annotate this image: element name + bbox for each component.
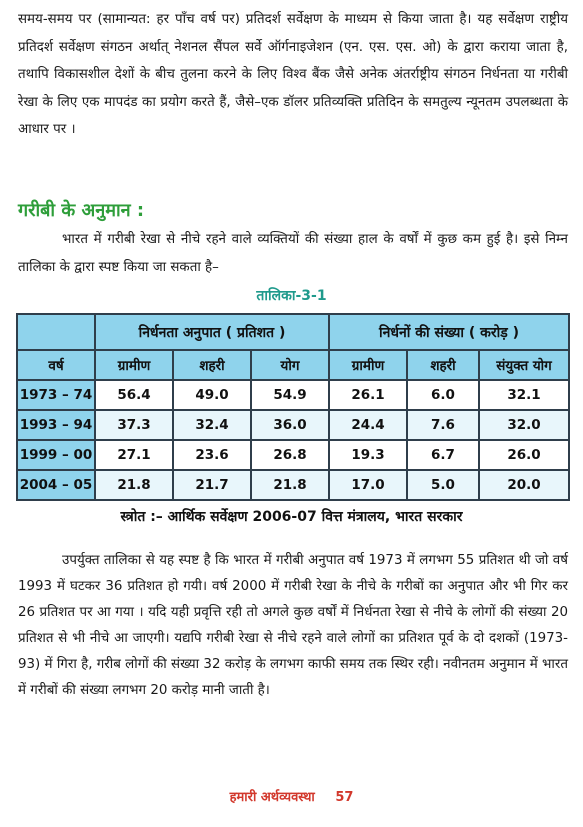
table-row — [17, 470, 569, 500]
analysis-paragraph: उपर्युक्त तालिका से यह स्पष्ट है कि भारत में गरीबी अनुपात वर्ष 1973 में लगभग 55 प्रतिशत थी जो वर्ष 1993 में घटकर 36 प्रतिशत हो गयी। वर्ष 2000 में गरीबी रेखा के नीचे के गरीबों का अनुपात और भी गिर कर 26 प्रतिशत पर आ गया । यदि यही प्रवृत्ति रही तो अगले कुछ वर्षों में निर्धनता रेखा से नीचे के लोगों की संख्या 20 प्रतिशत से भी नीचे आ जाएगी। यद्यपि गरीबी रेखा से नीचे रहने वाले लोगों का प्रतिशत पूर्व के दो दशकों (1973-93) में गिरा है, गरीब लोगों की संख्या 32 करोड़ के लगभग काफी समय तक स्थिर रही। नवीनतम अनुमान में भारत में गरीबों की संख्या लगभग 20 करोड़ मानी जाती है। — [18, 553, 568, 698]
cell-year: 1973 – 74 — [17, 380, 95, 410]
table-source-note: स्त्रोत :– आर्थिक सर्वेक्षण 2006-07 वित्त मंत्रालय, भारत सरकार — [120, 509, 463, 525]
cell-urban-count: 6.0 — [407, 380, 479, 410]
column-header-urban-count: शहरी — [407, 350, 479, 380]
table-title: तालिका-3-1 — [256, 288, 327, 304]
group-header-poverty-ratio: निर्धनता अनुपात ( प्रतिशत ) — [95, 314, 329, 350]
cell-urban-ratio: 21.7 — [173, 470, 251, 500]
table-group-header-row — [17, 314, 569, 350]
column-header-urban: शहरी — [173, 350, 251, 380]
page-footer — [0, 787, 583, 805]
table-intro-paragraph: भारत में गरीबी रेखा से नीचे रहने वाले व्यक्तियों की संख्या हाल के वर्षों में कुछ कम हुई है। इसे निम्न तालिका के द्वारा स्पष्ट किया जा सकता है– — [18, 232, 568, 275]
cell-urban-count: 7.6 — [407, 410, 479, 440]
cell-total-ratio: 26.8 — [251, 440, 329, 470]
footer-page-number: 57 — [335, 790, 354, 805]
cell-rural-count: 24.4 — [329, 410, 407, 440]
intro-paragraph: समय-समय पर (सामान्यत: हर पाँच वर्ष पर) प्रतिदर्श सर्वेक्षण के माध्यम से किया जाता है। यह सर्वेक्षण राष्ट्रीय प्रतिदर्श सर्वेक्षण संगठन अर्थात् नेशनल सैंपल सर्वे ऑर्गनाइजेशन (एन. एस. एस. ओ) के द्वारा कराया जाता है, तथापि विकासशील देशों के बीच तुलना करने के लिए विश्व बैंक जैसे अनेक अंतर्राष्ट्रीय संगठन निर्धनता या गरीबी रेखा के लिए एक मापदंड का प्रयोग करते हैं, जैसे–एक डॉलर प्रतिव्यक्ति प्रतिदिन के समतुल्य न्यूनतम उपलब्धता के आधार पर । — [18, 12, 568, 137]
cell-urban-ratio: 23.6 — [173, 440, 251, 470]
cell-year: 1993 – 94 — [17, 410, 95, 440]
cell-rural-ratio: 27.1 — [95, 440, 173, 470]
footer-book-title: हमारी अर्थव्यवस्था — [229, 790, 315, 805]
section-heading: गरीबी के अनुमान : — [18, 200, 145, 221]
table-row — [17, 440, 569, 470]
cell-rural-ratio: 21.8 — [95, 470, 173, 500]
group-header-poor-count: निर्धनों की संख्या ( करोड़ ) — [329, 314, 569, 350]
column-header-combined-total: संयुक्त योग — [479, 350, 569, 380]
column-header-rural: ग्रामीण — [95, 350, 173, 380]
cell-total-ratio: 54.9 — [251, 380, 329, 410]
table-column-header-row — [17, 350, 569, 380]
cell-total-ratio: 36.0 — [251, 410, 329, 440]
table-corner-cell — [17, 314, 95, 350]
cell-urban-ratio: 32.4 — [173, 410, 251, 440]
poverty-table — [16, 313, 570, 501]
cell-urban-count: 6.7 — [407, 440, 479, 470]
cell-urban-count: 5.0 — [407, 470, 479, 500]
table-row — [17, 380, 569, 410]
column-header-total: योग — [251, 350, 329, 380]
cell-rural-count: 26.1 — [329, 380, 407, 410]
column-header-year: वर्ष — [17, 350, 95, 380]
cell-rural-count: 17.0 — [329, 470, 407, 500]
cell-rural-ratio: 56.4 — [95, 380, 173, 410]
cell-rural-ratio: 37.3 — [95, 410, 173, 440]
cell-total-ratio: 21.8 — [251, 470, 329, 500]
cell-combined-count: 32.1 — [479, 380, 569, 410]
cell-combined-count: 26.0 — [479, 440, 569, 470]
cell-combined-count: 20.0 — [479, 470, 569, 500]
table-row — [17, 410, 569, 440]
cell-year: 1999 – 00 — [17, 440, 95, 470]
cell-year: 2004 – 05 — [17, 470, 95, 500]
cell-urban-ratio: 49.0 — [173, 380, 251, 410]
column-header-rural-count: ग्रामीण — [329, 350, 407, 380]
cell-combined-count: 32.0 — [479, 410, 569, 440]
cell-rural-count: 19.3 — [329, 440, 407, 470]
